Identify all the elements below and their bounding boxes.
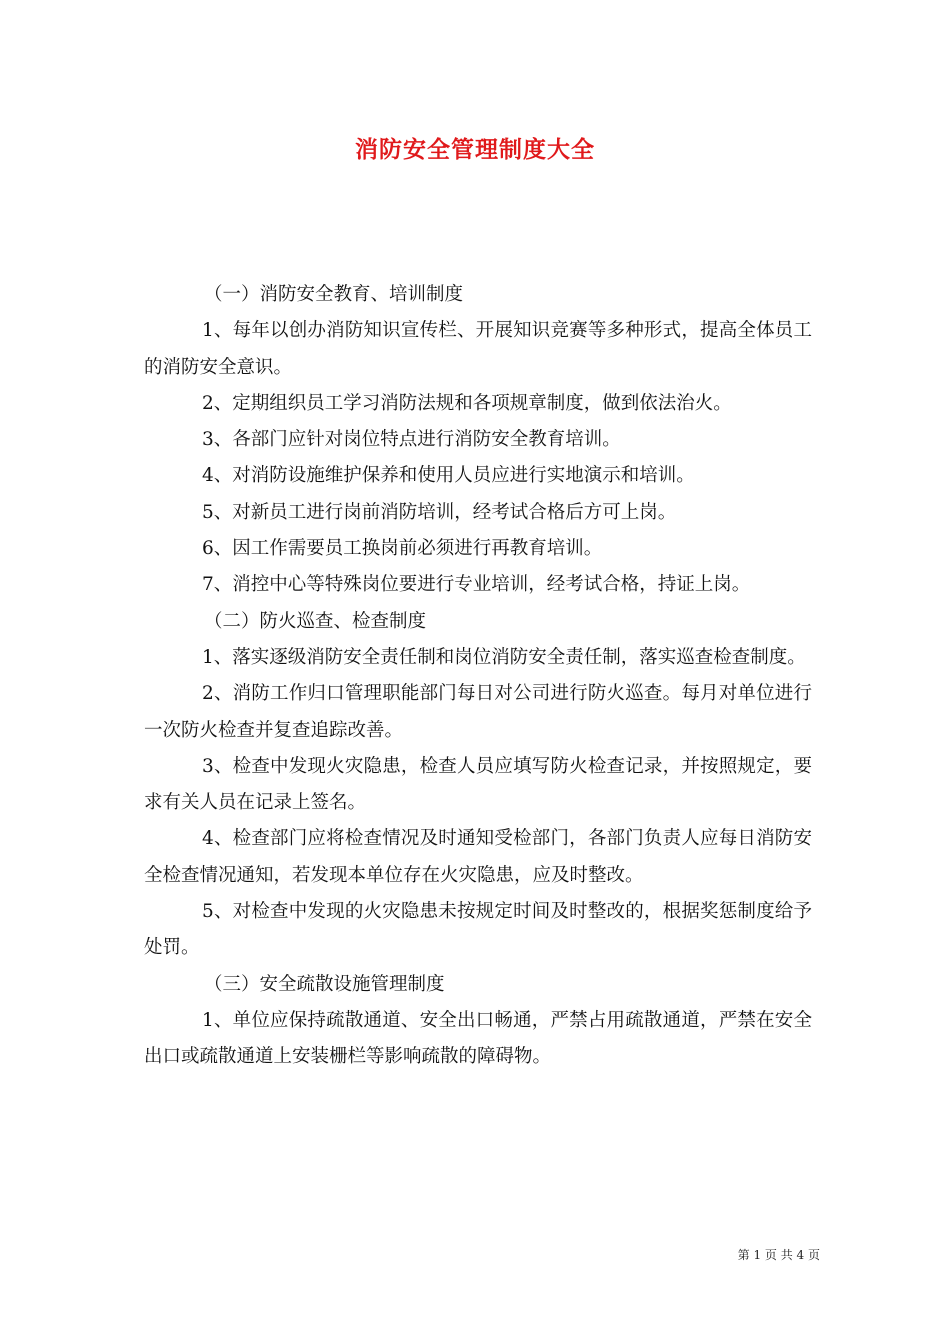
- section-heading: （二）防火巡查、检查制度: [204, 610, 427, 632]
- paragraph: 2、消防工作归口管理职能部门每日对公司进行防火巡查。每月对单位进行一次防火检查并复查追踪改善。: [144, 683, 812, 741]
- document-body: [144, 277, 812, 1076]
- paragraph: 1、单位应保持疏散通道、安全出口畅通，严禁占用疏散通道，严禁在安全出口或疏散通道上安装栅栏等影响疏散的障碍物。: [144, 1009, 812, 1068]
- page-title: 消防安全管理制度大全: [355, 137, 595, 163]
- paragraph: 3、检查中发现火灾隐患，检查人员应填写防火检查记录，并按照规定，要求有关人员在记录上签名。: [144, 755, 812, 814]
- paragraph: 4、检查部门应将检查情况及时通知受检部门，各部门负责人应每日消防安全检查情况通知，若发现本单位存在火灾隐患，应及时整改。: [144, 828, 812, 886]
- paragraph: 7、消控中心等特殊岗位要进行专业培训，经考试合格，持证上岗。: [202, 574, 751, 596]
- paragraph: 3、各部门应针对岗位特点进行消防安全教育培训。: [202, 429, 621, 451]
- section-heading: （三）安全疏散设施管理制度: [204, 973, 445, 995]
- paragraph: 1、每年以创办消防知识宣传栏、开展知识竞赛等多种形式，提高全体员工的消防安全意识。: [144, 320, 812, 378]
- paragraph: 6、因工作需要员工换岗前必须进行再教育培训。: [202, 538, 603, 560]
- paragraph: 1、落实逐级消防安全责任制和岗位消防安全责任制，落实巡查检查制度。: [202, 646, 806, 668]
- page-number-footer: 第 1 页 共 4 页: [737, 1248, 820, 1262]
- paragraph: 5、对检查中发现的火灾隐患未按规定时间及时整改的，根据奖惩制度给予处罚。: [144, 901, 812, 959]
- paragraph: 4、对消防设施维护保养和使用人员应进行实地演示和培训。: [202, 465, 695, 487]
- paragraph: 5、对新员工进行岗前消防培训，经考试合格后方可上岗。: [202, 501, 677, 523]
- paragraph: 2、定期组织员工学习消防法规和各项规章制度，做到依法治火。: [202, 392, 732, 414]
- section-heading: （一）消防安全教育、培训制度: [204, 284, 464, 305]
